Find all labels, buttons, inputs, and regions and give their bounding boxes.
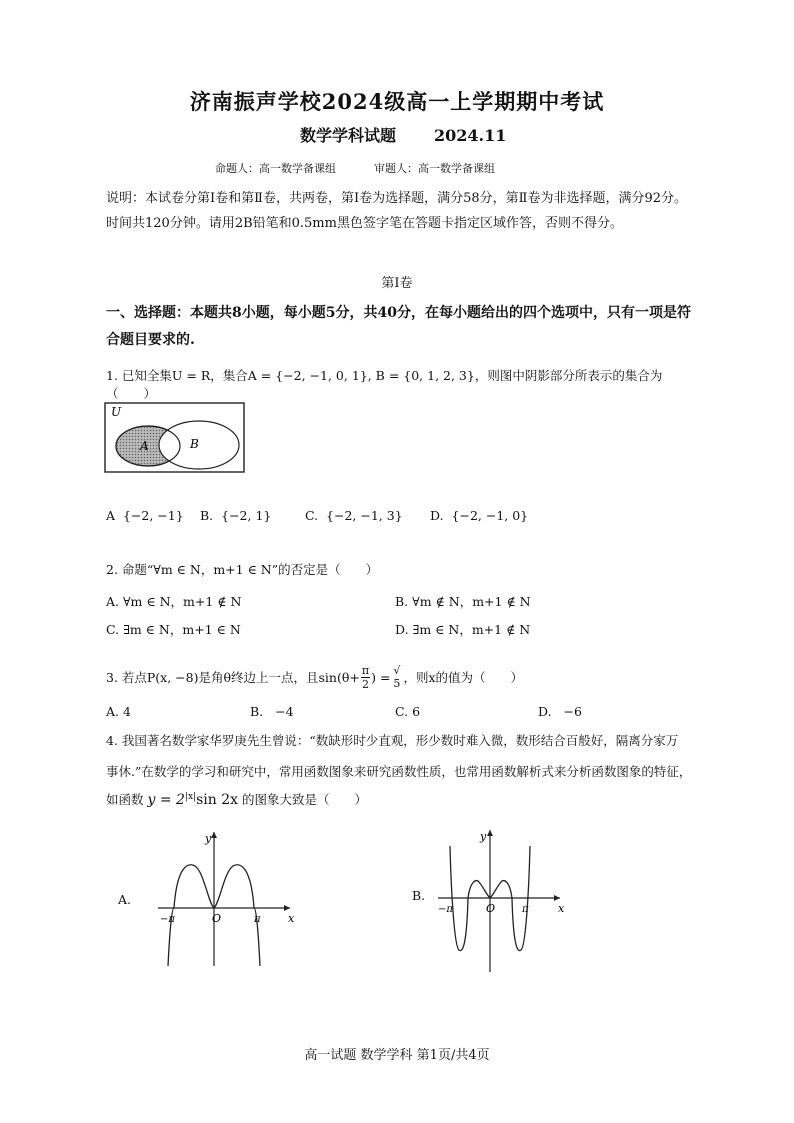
svg-text:−π: −π (160, 914, 175, 925)
setter-label: 命题人：高一数学备课组 (215, 162, 336, 175)
q2-stem: 2. 命题“∀m ∈ N，m+1 ∈ N”的否定是（ ） (106, 562, 379, 577)
svg-text:O: O (212, 912, 222, 925)
q3-option-a[interactable]: A. 4 (106, 704, 131, 719)
svg-text:−π: −π (438, 904, 453, 915)
q3-stem (106, 660, 523, 694)
exam-subtitle (300, 123, 506, 146)
instructions-note: 说明：本试卷分第Ⅰ卷和第Ⅱ卷，共两卷，第Ⅰ卷为选择题，满分58分，第Ⅱ卷为非选择题，满分92分。时间共120分钟。请用2B铅笔和0.5mm黑色签字笔在答题卡指定区域作答，否则不得分。 (106, 191, 688, 231)
q1-option-b[interactable]: B. {−2, 1} (200, 508, 272, 523)
q1-option-a[interactable]: A {−2, −1} (106, 508, 184, 523)
q4-line2: 事休.”在数学的学习和研究中，常用函数图象来研究函数性质，也常用函数解析式来分析函数图象的特征， (106, 764, 692, 779)
q4-line1: 4. 我国著名数学家华罗庚先生曾说：“数缺形时少直观，形少数时难入微，数形结合百般好，隔离分家万 (106, 733, 679, 748)
svg-text:π: π (254, 914, 261, 925)
subject-label: 数学学科试题 (300, 126, 397, 145)
q2-option-c[interactable]: C. ∃m ∈ N，m+1 ∈ N (106, 622, 241, 637)
part1-heading: 一、选择题：本题共8小题，每小题5分，共40分，在每小题给出的四个选项中，只有一项是符合题目要求的. (106, 305, 691, 348)
q3-option-b[interactable]: B. −4 (250, 704, 294, 719)
q4-line3: 如函数 $y = 2^{|x|}\sin$ 2x 的图象大致是（ ） (106, 791, 368, 808)
set-b-ellipse (159, 421, 239, 469)
q3-option-d[interactable]: D. −6 (538, 704, 582, 719)
exam-date: 2024.11 (434, 126, 507, 145)
q3-fraction: $\frac{\pi}{2}$ (361, 663, 370, 691)
q3-stem-mid: ) = (371, 669, 391, 685)
q3-option-c[interactable]: C. 6 (395, 704, 421, 719)
q2-option-a[interactable]: A. ∀m ∈ N，m+1 ∉ N (106, 594, 242, 609)
venn-diagram (104, 402, 246, 474)
section-title: 第Ⅰ卷 (381, 276, 413, 291)
svg-text:O: O (486, 902, 496, 915)
q3-rhs-fraction: √ 5 (393, 664, 401, 690)
q1-stem: 1. 已知全集U = R，集合A = {−2, −1, 0, 1}, B = {0, 1, 2, 3}，则图中阴影部分所表示的集合为（ ） (106, 368, 663, 401)
b-label: B (190, 437, 199, 451)
exam-title: 济南振声学校2024级高一上学期期中考试 (189, 89, 605, 114)
q4-graph-b[interactable] (432, 826, 572, 976)
svg-text:y: y (205, 832, 212, 845)
svg-text:x: x (558, 902, 565, 915)
q4-graph-a[interactable] (150, 826, 300, 972)
q2-option-b[interactable]: B. ∀m ∉ N，m+1 ∉ N (395, 594, 531, 609)
authors-line (215, 160, 495, 176)
svg-text:π: π (522, 904, 529, 915)
q3-stem-post: ，则x的值为（ ） (403, 670, 523, 685)
svg-text:y: y (480, 830, 487, 843)
svg-text:x: x (288, 912, 295, 925)
reviewer-label: 审题人：高一数学备课组 (374, 162, 495, 175)
u-label: U (111, 405, 122, 419)
q1-option-d[interactable]: D. {−2, −1, 0} (430, 508, 529, 523)
q4-option-a-label[interactable]: A. (118, 892, 132, 907)
q4-option-b-label[interactable]: B. (412, 888, 426, 903)
q1-option-c[interactable]: C. {−2, −1, 3} (305, 508, 403, 523)
q3-stem-pre: 3. 若点P(x, −8)是角θ终边上一点，且sin(θ+ (106, 670, 360, 685)
a-label: A (140, 439, 149, 453)
page-footer: 高一试题 数学学科 第1页/共4页 (304, 1048, 490, 1063)
q2-option-d[interactable]: D. ∃m ∈ N，m+1 ∉ N (395, 622, 531, 637)
